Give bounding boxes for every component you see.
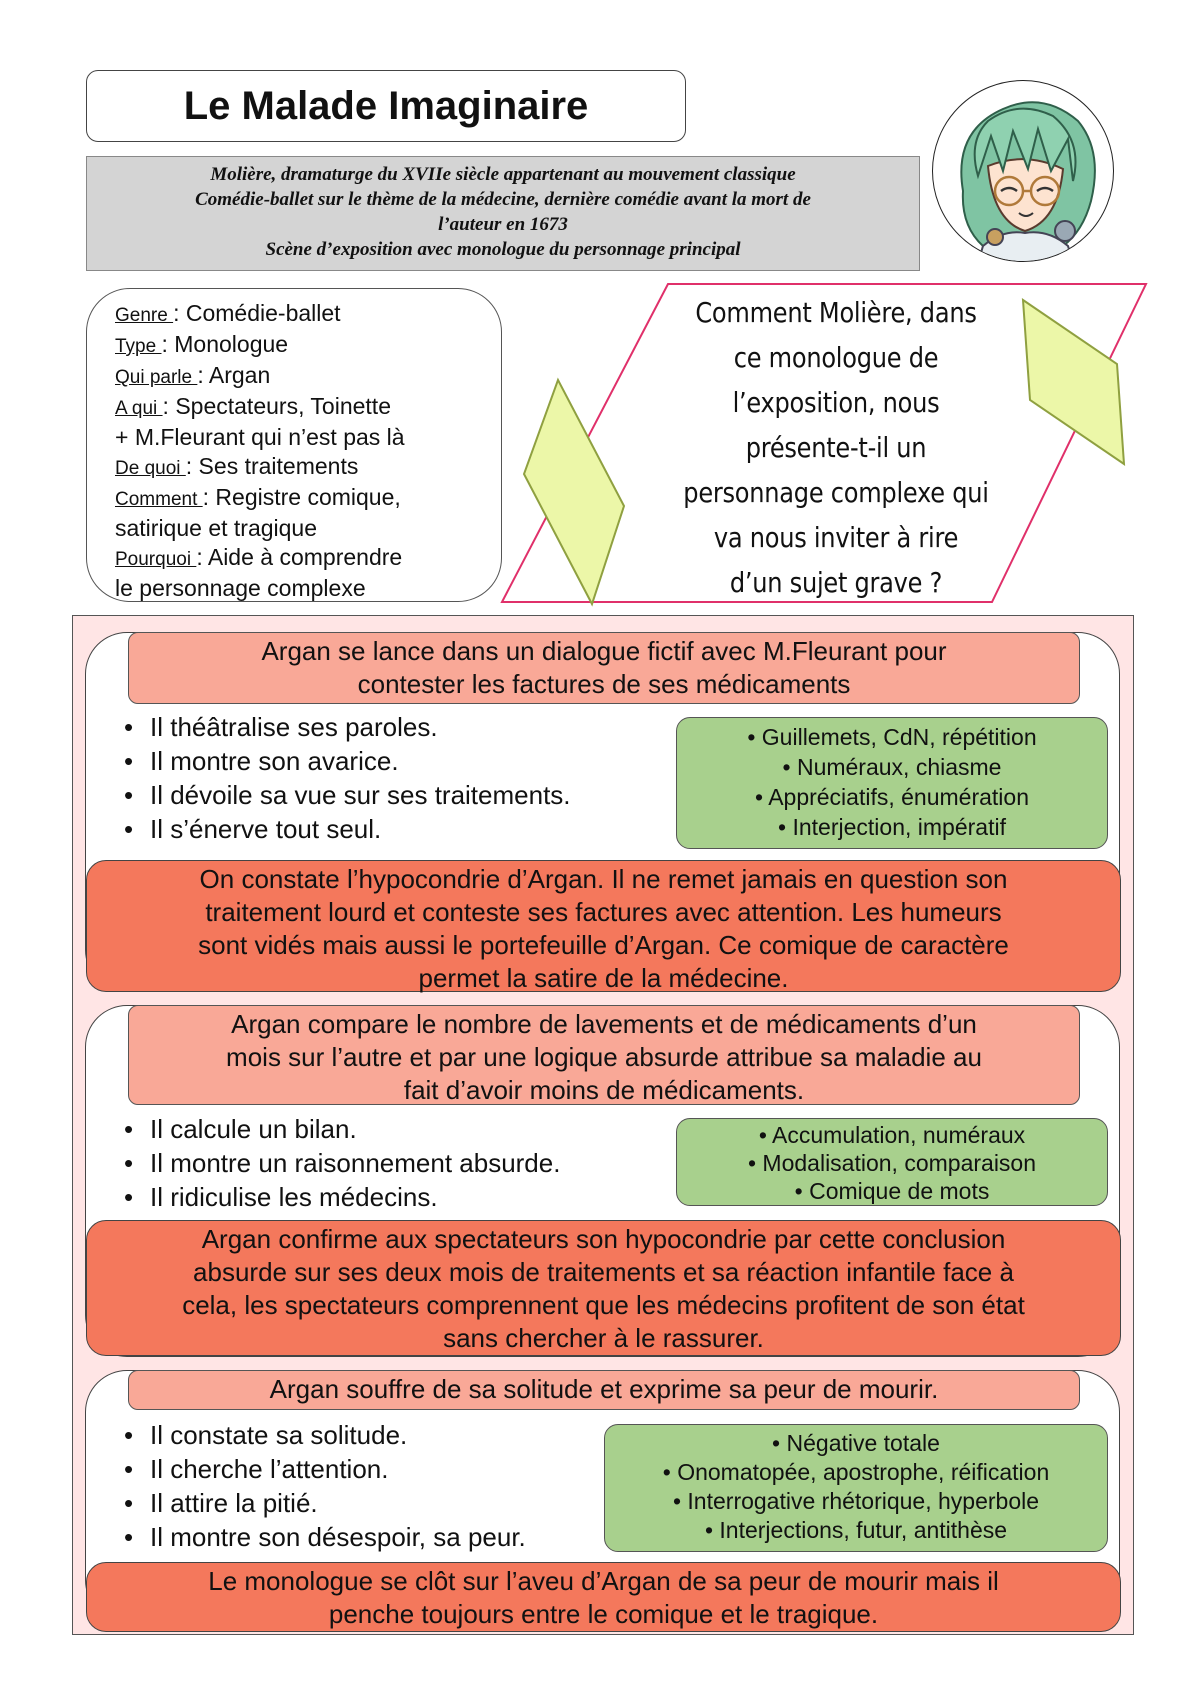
conclusion-line: On constate l’hypocondrie d’Argan. Il ne remet jamais en question son <box>199 864 1008 894</box>
list-item: • Il s’énerve tout seul. <box>118 812 571 846</box>
conclusion-line: Argan confirme aux spectateurs son hypocondrie par cette conclusion <box>201 1224 1006 1254</box>
question-line: va nous inviter à rire <box>713 521 959 554</box>
info-line: Comédie-ballet sur le thème de la médecine, dernière comédie avant la mort de <box>195 189 811 210</box>
type-label: Type <box>115 336 162 357</box>
genre-box <box>86 288 502 602</box>
conclusion-line: sont vidés mais aussi le portefeuille d’Argan. Ce comique de caractère <box>198 930 1009 960</box>
why-label: Pourquoi <box>115 549 197 570</box>
audience-label: A qui <box>115 398 163 419</box>
list-item: • Il montre un raisonnement absurde. <box>118 1146 560 1180</box>
conclusion-line: penche toujours entre le comique et le tragique. <box>328 1599 879 1629</box>
conclusion-line: sans chercher à le rassurer. <box>443 1323 764 1353</box>
question-line: ce monologue de <box>733 341 939 374</box>
central-question <box>655 290 1016 610</box>
heading-line: Argan compare le nombre de lavements et de médicaments d’un <box>231 1009 977 1039</box>
why-row <box>115 543 501 574</box>
how-value-cont: satirique et tragique <box>115 515 318 541</box>
topic-row <box>115 452 501 483</box>
info-line: l’auteur en 1673 <box>438 214 568 235</box>
conclusion-line: Le monologue se clôt sur l’aveu d’Argan de sa peur de mourir mais il <box>208 1566 999 1596</box>
genre-label: Genre <box>115 305 174 326</box>
audience-value: : Spectateurs, Toinette <box>162 393 391 419</box>
heading-line: mois sur l’autre et par une logique absurde attribue sa maladie au <box>226 1042 982 1072</box>
device-item: • Numéraux, chiasme <box>677 752 1107 782</box>
genre-value: : Comédie-ballet <box>173 300 341 326</box>
avatar <box>932 80 1114 262</box>
type-value: : Monologue <box>161 331 289 357</box>
heading-line: Argan se lance dans un dialogue fictif avec M.Fleurant pour <box>261 636 947 666</box>
conclusion-line: absurde sur ses deux mois de traitements et sa réaction infantile face à <box>193 1257 1014 1287</box>
genre-row <box>115 299 501 330</box>
how-label: Comment <box>115 489 203 510</box>
list-item: • Il ridiculise les médecins. <box>118 1180 560 1214</box>
question-line: présente-t-il un <box>745 431 927 464</box>
heading-line: Argan souffre de sa solitude et exprime sa peur de mourir. <box>269 1374 939 1404</box>
section-2-bullets <box>118 1112 560 1214</box>
question-line: d’un sujet grave ? <box>729 566 943 599</box>
conclusion-line: cela, les spectateurs comprennent que les médecins profitent de son état <box>182 1290 1025 1320</box>
list-item: • Il calcule un bilan. <box>118 1112 560 1146</box>
section-3-devices <box>604 1424 1108 1552</box>
info-line: Molière, dramaturge du XVIIe siècle appartenant au mouvement classique <box>210 164 796 185</box>
section-1-conclusion <box>86 860 1121 992</box>
section-3-conclusion <box>86 1562 1121 1632</box>
anime-character-avatar-icon <box>933 81 1114 262</box>
how-row-cont <box>115 514 501 543</box>
info-line: Scène d’exposition avec monologue du personnage principal <box>265 239 741 260</box>
why-value: : Aide à comprendre <box>196 544 403 570</box>
speaker-row <box>115 361 501 392</box>
device-item: • Appréciatifs, énumération <box>677 782 1107 812</box>
conclusion-line: traitement lourd et conteste ses factures avec attention. Les humeurs <box>205 897 1002 927</box>
device-item: • Interjection, impératif <box>677 812 1107 842</box>
section-1-heading <box>128 632 1080 704</box>
why-value-cont: le personnage complexe <box>115 575 366 601</box>
conclusion-line: permet la satire de la médecine. <box>418 963 789 993</box>
heading-line: fait d’avoir moins de médicaments. <box>403 1075 805 1105</box>
audience-row <box>115 392 501 423</box>
list-item: • Il cherche l’attention. <box>118 1452 526 1486</box>
audience-value-cont: + M.Fleurant qui n’est pas là <box>115 424 405 450</box>
device-item: • Guillemets, CdN, répétition <box>677 722 1107 752</box>
list-item: • Il montre son désespoir, sa peur. <box>118 1520 526 1554</box>
heading-line: contester les factures de ses médicaments <box>357 669 851 699</box>
section-2-devices <box>676 1118 1108 1206</box>
page-title: Le Malade Imaginaire <box>86 70 686 142</box>
section-3-bullets <box>118 1418 526 1554</box>
list-item: • Il attire la pitié. <box>118 1486 526 1520</box>
list-item: • Il théâtralise ses paroles. <box>118 710 571 744</box>
speaker-value: : Argan <box>197 362 271 388</box>
device-item: • Négative totale <box>605 1429 1107 1458</box>
list-item: • Il dévoile sa vue sur ses traitements. <box>118 778 571 812</box>
device-item: • Modalisation, comparaison <box>677 1149 1107 1177</box>
device-item: • Comique de mots <box>677 1177 1107 1205</box>
how-row <box>115 483 501 514</box>
list-item: • Il constate sa solitude. <box>118 1418 526 1452</box>
section-3-heading <box>128 1370 1080 1410</box>
topic-label: De quoi <box>115 458 186 479</box>
speaker-label: Qui parle <box>115 367 198 388</box>
section-2-conclusion <box>86 1220 1121 1356</box>
device-item: • Interjections, futur, antithèse <box>605 1516 1107 1545</box>
section-1-bullets <box>118 710 571 846</box>
list-item: • Il montre son avarice. <box>118 744 571 778</box>
why-row-cont <box>115 574 501 603</box>
topic-value: : Ses traitements <box>185 453 359 479</box>
device-item: • Interrogative rhétorique, hyperbole <box>605 1487 1107 1516</box>
section-2-heading <box>128 1005 1080 1105</box>
info-box <box>86 156 920 271</box>
how-value: : Registre comique, <box>202 484 401 510</box>
device-item: • Accumulation, numéraux <box>677 1121 1107 1149</box>
question-line: Comment Molière, dans <box>695 296 977 329</box>
audience-row-cont <box>115 423 501 452</box>
question-line: l’exposition, nous <box>732 386 940 419</box>
device-item: • Onomatopée, apostrophe, réification <box>605 1458 1107 1487</box>
type-row <box>115 330 501 361</box>
section-1-devices <box>676 717 1108 849</box>
question-line: personnage complexe qui <box>683 476 989 509</box>
